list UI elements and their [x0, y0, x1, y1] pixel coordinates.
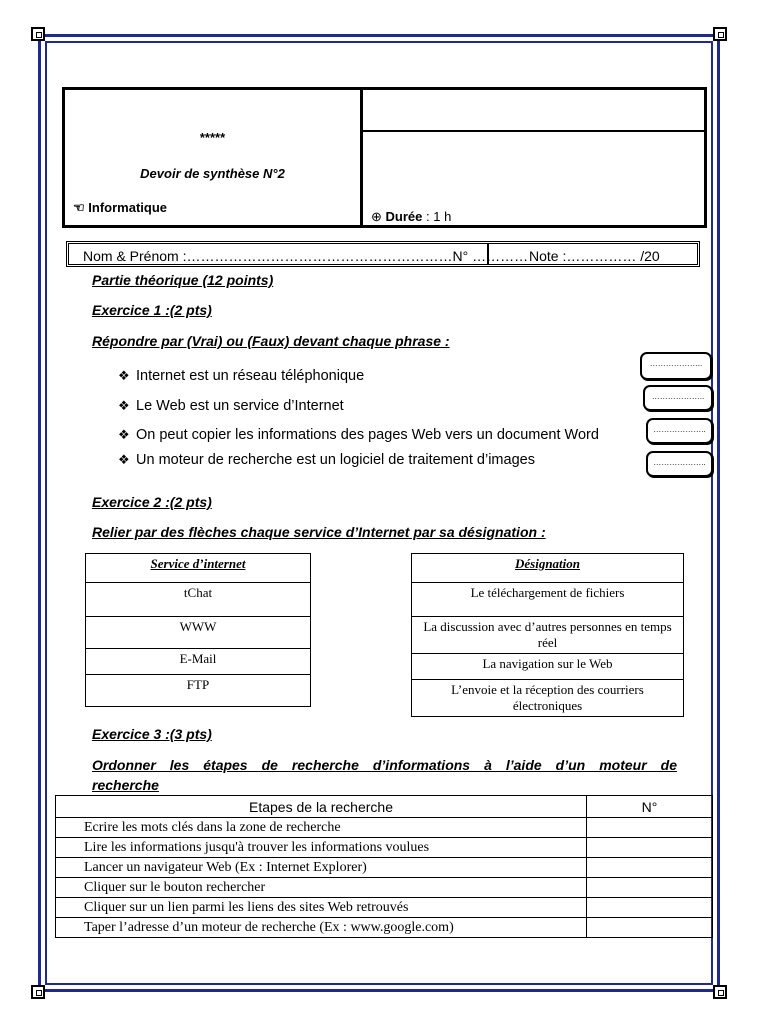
step-text: Cliquer sur le bouton rechercher	[56, 878, 587, 898]
statement-2	[118, 398, 344, 414]
exam-header	[62, 87, 707, 228]
designations-table	[411, 553, 684, 717]
exercise3-title: Exercice 3 :(3 pts)	[92, 726, 212, 742]
exercise3-instruction-line2: recherche	[92, 777, 159, 793]
corner-ornament	[31, 27, 45, 41]
answer-box-2[interactable]: ………………..	[643, 385, 713, 411]
step-number-cell[interactable]	[587, 898, 713, 918]
exercise2-instruction: Relier par des flèches chaque service d’Internet par sa désignation :	[92, 524, 546, 540]
designation-item[interactable]: La navigation sur le Web	[412, 654, 684, 680]
designation-item[interactable]: La discussion avec d’autres personnes en temps réel	[412, 617, 684, 654]
step-text: Taper l’adresse d’un moteur de recherche (Ex : www.google.com)	[56, 918, 587, 938]
services-header: Service d’internet	[86, 554, 311, 583]
designation-item[interactable]: L’envoie et la réception des courriers électroniques	[412, 680, 684, 717]
designation-item[interactable]: Le téléchargement de fichiers	[412, 583, 684, 617]
step-text: Ecrire les mots clés dans la zone de recherche	[56, 818, 587, 838]
statement-3	[118, 427, 599, 443]
subject-label	[73, 200, 167, 216]
number-column-header: N°	[587, 796, 713, 818]
exam-title: Devoir de synthèse N°2	[140, 166, 285, 181]
exercise3-instruction-line1: Ordonner les étapes de recherche d’informations à l’aide d’un moteur de	[92, 757, 677, 773]
duration	[371, 209, 451, 225]
header-stars: *****	[199, 130, 226, 145]
steps-table	[55, 795, 713, 938]
name-field[interactable]: Nom & Prénom :…………………………………………………N° …………	[83, 248, 529, 264]
exercise2-title: Exercice 2 :(2 pts)	[92, 494, 212, 510]
duration-label: Durée	[385, 209, 423, 224]
note-field[interactable]: Note :…………… /20	[529, 248, 660, 264]
statement-text: Un moteur de recherche est un logiciel de traitement d’images	[136, 452, 535, 468]
step-text: Lire les informations jusqu'à trouver les informations voulues	[56, 838, 587, 858]
service-item[interactable]: WWW	[86, 617, 311, 649]
designations-header: Désignation	[412, 554, 684, 583]
diamond-bullet-icon: ❖	[118, 427, 130, 442]
corner-ornament	[713, 985, 727, 999]
steps-column-header: Etapes de la recherche	[56, 796, 587, 818]
header-right-top-cell	[363, 90, 704, 132]
header-left-cell	[65, 90, 363, 225]
step-number-cell[interactable]	[587, 818, 713, 838]
answer-box-1[interactable]: ………………..	[640, 352, 712, 380]
step-text: Lancer un navigateur Web (Ex : Internet Explorer)	[56, 858, 587, 878]
step-number-cell[interactable]	[587, 918, 713, 938]
step-number-cell[interactable]	[587, 838, 713, 858]
diamond-bullet-icon: ❖	[118, 452, 130, 467]
answer-box-4[interactable]: ………………..	[646, 451, 713, 477]
exercise1-title: Exercice 1 :(2 pts)	[92, 302, 212, 318]
diamond-bullet-icon: ❖	[118, 368, 130, 383]
bar-divider	[487, 244, 489, 264]
part-title: Partie théorique (12 points)	[92, 272, 274, 288]
corner-ornament	[31, 985, 45, 999]
statement-text: Internet est un réseau téléphonique	[136, 368, 365, 384]
duration-value: : 1 h	[426, 209, 452, 224]
hand-pointer-icon: ☜	[73, 200, 85, 215]
exercise1-instruction: Répondre par (Vrai) ou (Faux) devant chaque phrase :	[92, 333, 450, 349]
student-info-bar	[66, 241, 700, 267]
statement-4	[118, 452, 535, 468]
service-item[interactable]: E-Mail	[86, 649, 311, 675]
services-table	[85, 553, 311, 707]
answer-box-3[interactable]: ………………..	[646, 418, 713, 444]
statement-1	[118, 368, 364, 384]
diamond-bullet-icon: ❖	[118, 398, 130, 413]
clock-icon: ⊕	[371, 209, 382, 224]
statement-text: Le Web est un service d’Internet	[136, 398, 344, 414]
subject-text: Informatique	[88, 200, 168, 215]
statement-text: On peut copier les informations des pages Web vers un document Word	[136, 427, 599, 443]
step-number-cell[interactable]	[587, 878, 713, 898]
step-text: Cliquer sur un lien parmi les liens des sites Web retrouvés	[56, 898, 587, 918]
service-item[interactable]: tChat	[86, 583, 311, 617]
corner-ornament	[713, 27, 727, 41]
step-number-cell[interactable]	[587, 858, 713, 878]
service-item[interactable]: FTP	[86, 675, 311, 707]
